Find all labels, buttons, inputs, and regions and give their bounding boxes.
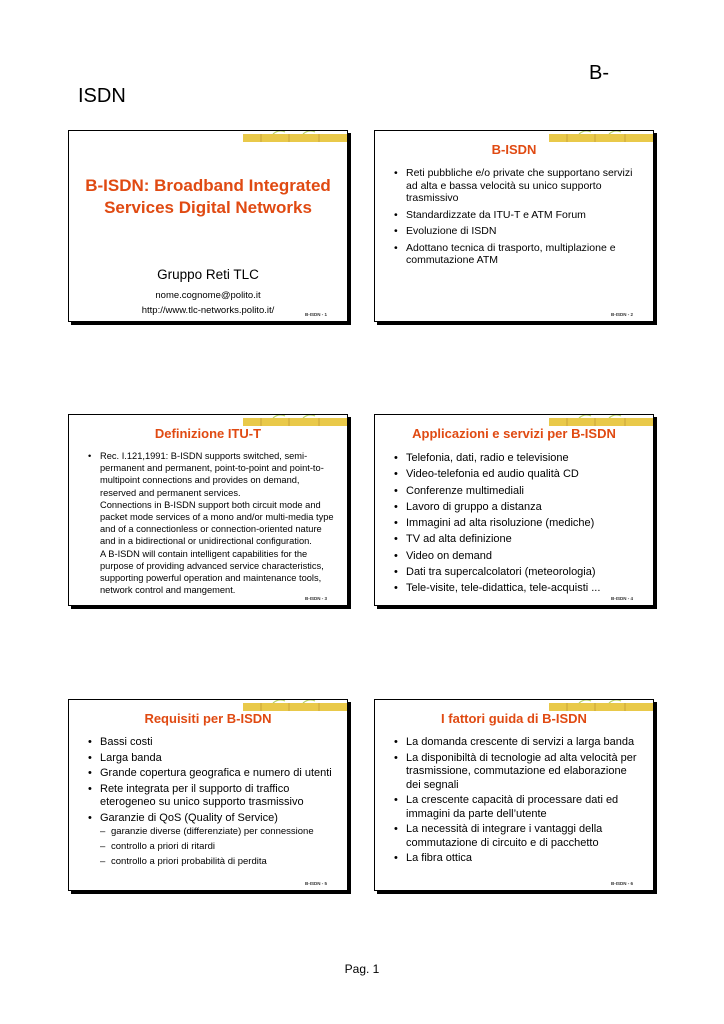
list-item: • Conferenze multimediali	[389, 485, 641, 498]
list-item: • Evoluzione di ISDN	[389, 225, 641, 238]
bullet-list	[389, 452, 641, 599]
website-url: http://www.tlc-networks.polito.it/	[141, 305, 275, 316]
header-isdn: ISDN	[78, 85, 126, 107]
list-item: • Bassi costi	[83, 736, 335, 750]
slide-1	[68, 130, 348, 322]
slide-3	[68, 414, 348, 606]
list-item: • La disponibiltà di tecnologie ad alta velocità per trasmissione, commutazione ed elaborazione dei segnali	[389, 752, 641, 793]
slide-6	[374, 699, 654, 891]
slide-title: Definizione ITU-T	[154, 426, 262, 441]
slide-title: B-ISDN	[491, 142, 537, 157]
header-b: B-	[589, 62, 609, 84]
sub-list-item: – controllo a priori di ritardi	[100, 840, 335, 854]
slide-5	[68, 699, 348, 891]
slide-number: B-ISDN - 3	[304, 596, 327, 601]
list-item: • Video-telefonia ed audio qualità CD	[389, 468, 641, 481]
list-item: • Tele-visite, tele-didattica, tele-acquisti ...	[389, 582, 641, 595]
page-number: Pag. 1	[344, 962, 380, 976]
slide-title: I fattori guida di B-ISDN	[441, 711, 587, 726]
email: nome.cognome@polito.it	[155, 290, 261, 301]
list-item: • La domanda crescente di servizi a larga banda	[389, 736, 641, 750]
list-item: • Telefonia, dati, radio e televisione	[389, 452, 641, 465]
qos-label: Garanzie di QoS (Quality of Service)	[100, 811, 278, 824]
slide-number: B-ISDN - 6	[610, 881, 633, 886]
list-item: • La fibra ottica	[389, 852, 641, 866]
slide-title: Applicazioni e servizi per B-ISDN	[412, 426, 616, 441]
list-item: • Reti pubbliche e/o private che supportano servizi ad alta e bassa velocità su unico supporto trasmissivo	[389, 167, 641, 205]
group-name: Gruppo Reti TLC	[157, 267, 259, 282]
slide-number: B-ISDN - 1	[304, 312, 327, 317]
list-item: • Larga banda	[83, 752, 335, 766]
bullet-list	[389, 167, 641, 271]
sub-list-item: – controllo a priori probabilità di perdita	[100, 855, 335, 869]
bullet-list	[389, 736, 641, 868]
slide-4	[374, 414, 654, 606]
sub-list-item: – garanzie diverse (differenziate) per connessione	[100, 825, 335, 839]
list-item: • TV ad alta definizione	[389, 533, 641, 546]
list-item: • La crescente capacità di processare dati ed immagini da parte dell’utente	[389, 794, 641, 821]
list-item: • Standardizzate da ITU-T e ATM Forum	[389, 209, 641, 222]
bullet-list	[83, 736, 335, 871]
slide-number: B-ISDN - 5	[304, 881, 327, 886]
definition-paragraph: A B-ISDN will contain intelligent capabilities for the purpose of providing advanced service characteristics, supporting powerful operation and maintenance tools, network control and mangement.	[100, 548, 324, 596]
list-item: • Video on demand	[389, 550, 641, 563]
slide-number: B-ISDN - 2	[610, 312, 633, 317]
slide-number: B-ISDN - 4	[610, 596, 633, 601]
list-item: • Rete integrata per il supporto di traffico eterogeneo su unico supporto trasmissivo	[83, 783, 335, 810]
list-item: • La necessità di integrare i vantaggi della commutazione di circuito e di pacchetto	[389, 823, 641, 850]
list-item	[83, 812, 335, 869]
slide-title: B-ISDN: Broadband Integrated Services Digital Networks	[85, 176, 331, 217]
list-item	[83, 450, 335, 596]
slide-2	[374, 130, 654, 322]
slide-title: Requisiti per B-ISDN	[144, 711, 272, 726]
list-item: • Lavoro di gruppo a distanza	[389, 501, 641, 514]
list-item: • Dati tra supercalcolatori (meteorologia)	[389, 566, 641, 579]
bamboo-decoration-icon	[243, 131, 347, 145]
list-item: • Adottano tecnica di trasporto, multiplazione e commutazione ATM	[389, 242, 641, 267]
definition-paragraph: Connections in B-ISDN support both circuit mode and packet mode services of a mono and/or multi-media type and of a connectionless or connection-oriented nature and in a bidirectional or unidirectional configuration.	[100, 499, 334, 547]
bullet-list	[83, 450, 335, 596]
definition-paragraph: Rec. I.121,1991: B-ISDN supports switched, semi-permanent and permanent, point-to-point and point-to-multipoint connections and provides on demand, reserved and permanent services.	[100, 451, 324, 498]
list-item: • Immagini ad alta risoluzione (mediche)	[389, 517, 641, 530]
list-item: • Grande copertura geografica e numero di utenti	[83, 767, 335, 781]
sub-bullet-list	[100, 825, 335, 869]
